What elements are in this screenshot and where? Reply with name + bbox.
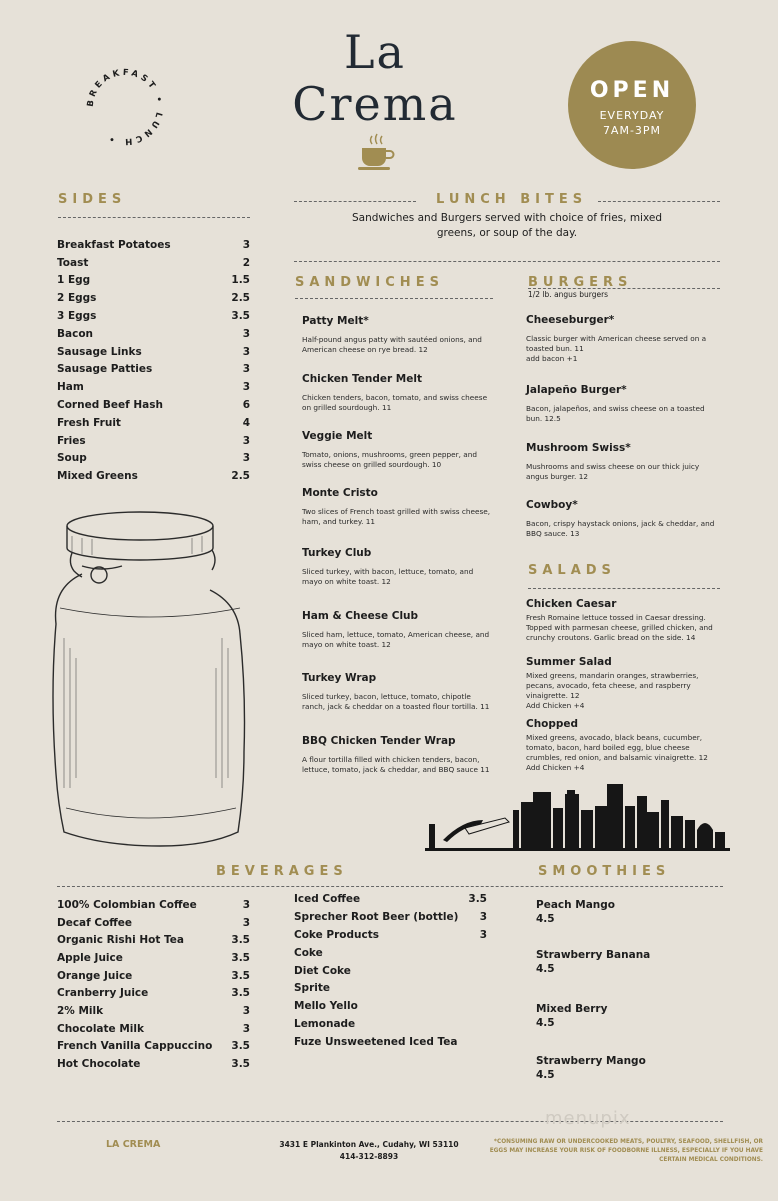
menu-row — [57, 914, 250, 932]
menu-item — [526, 314, 718, 364]
item-name: Sprecher Root Beer (bottle) — [294, 910, 459, 923]
watermark: menupix — [545, 1108, 631, 1129]
menu-item — [526, 656, 718, 711]
menu-row — [294, 962, 487, 980]
item-price: 3 — [242, 452, 250, 465]
item-name: Turkey Club — [302, 547, 372, 559]
item-name: Ham — [57, 381, 84, 394]
sandwiches-divider — [295, 298, 493, 299]
smoothie-item — [536, 1054, 716, 1082]
menu-row — [57, 414, 250, 432]
item-price: 3 — [242, 1004, 250, 1017]
coffee-cup-icon — [356, 132, 398, 172]
menu-row — [57, 967, 250, 985]
item-name: Decaf Coffee — [57, 916, 133, 929]
item-description: Bacon, jalapeños, and swiss cheese on a toasted bun. 12.5 — [526, 404, 705, 423]
item-price: 3 — [242, 381, 250, 394]
menu-row — [57, 1002, 250, 1020]
item-description: Tomato, onions, mushrooms, green pepper, and swiss cheese on grilled sourdough. 10 — [302, 450, 477, 469]
sides-divider — [58, 217, 250, 218]
salads-heading: SALADS — [528, 563, 616, 578]
item-name: Corned Beef Hash — [57, 399, 163, 412]
item-price: 3 — [242, 898, 250, 911]
item-name: Jalapeño Burger* — [526, 384, 627, 396]
sides-list — [57, 236, 250, 485]
footer-disclaimer: *CONSUMING RAW OR UNDERCOOKED MEATS, POULTRY, SEAFOOD, SHELLFISH, OR EGGS MAY INCREASE YOUR RISK OF FOODBORNE ILLNESS, ESPECIALLY IF YOU HAVE CERTAIN MEDICAL CONDITIONS. — [489, 1139, 763, 1163]
item-name: Chicken Caesar — [526, 598, 617, 610]
open-hours: 7AM-3PM — [602, 124, 662, 137]
menu-item — [302, 430, 492, 470]
menu-row — [57, 396, 250, 414]
item-name: Apple Juice — [57, 951, 123, 964]
lunch-divider-left — [294, 201, 416, 202]
item-description: Mixed greens, mandarin oranges, strawberries, pecans, avocado, feta cheese, and raspberry vinaigrette. 12 Add Chicken +4 — [526, 671, 699, 710]
item-description: Fresh Romaine lettuce tossed in Caesar dressing. Topped with parmesan cheese, grilled chicken, and crunchy croutons. Garlic bread on the side. 14 — [526, 613, 713, 642]
item-name: Lemonade — [294, 1018, 356, 1031]
item-name: Strawberry Mango — [536, 1055, 646, 1067]
item-description: A flour tortilla filled with chicken tenders, bacon, lettuce, tomato, jack & cheddar, and BBQ sauce 11 — [302, 755, 490, 774]
item-price: 3 — [479, 928, 487, 941]
item-name: Fries — [57, 434, 86, 447]
item-price: 4.5 — [536, 1017, 555, 1029]
item-name: Sausage Patties — [57, 363, 153, 376]
open-hours-badge — [568, 41, 696, 169]
beverages-divider — [57, 886, 723, 887]
item-price: 3.5 — [231, 987, 250, 1000]
item-name: Peach Mango — [536, 899, 615, 911]
menu-row — [57, 236, 250, 254]
lunch-divider-bottom — [294, 261, 720, 262]
menu-item — [302, 547, 492, 587]
footer-phone: 414-312-8893 — [339, 1152, 399, 1161]
item-price: 3.5 — [231, 1058, 250, 1071]
item-price: 3.5 — [231, 310, 250, 323]
item-name: 1 Egg — [57, 274, 91, 287]
lunch-divider-right — [598, 201, 720, 202]
lunch-subtitle: Sandwiches and Burgers served with choice of fries, mixed greens, or soup of the day. — [352, 212, 662, 239]
item-price: 3.5 — [231, 934, 250, 947]
item-name: Soup — [57, 452, 87, 465]
item-price: 2.5 — [231, 470, 250, 483]
item-name: 100% Colombian Coffee — [57, 898, 197, 911]
menu-row — [57, 289, 250, 307]
item-price: 3 — [242, 916, 250, 929]
item-price: 3 — [242, 345, 250, 358]
menu-row — [57, 272, 250, 290]
milk-jar-illustration — [52, 508, 252, 848]
item-price: 3.5 — [231, 969, 250, 982]
title-line-2: Crema — [292, 77, 458, 131]
menu-row — [294, 890, 487, 908]
item-name: Chopped — [526, 718, 579, 730]
menu-row — [57, 361, 250, 379]
item-price: 6 — [242, 399, 250, 412]
burgers-note: 1/2 lb. angus burgers — [528, 290, 609, 299]
item-name: Patty Melt* — [302, 315, 369, 327]
item-price: 3 — [242, 363, 250, 376]
item-name: Bacon — [57, 327, 94, 340]
item-name: Organic Rishi Hot Tea — [57, 934, 184, 947]
item-name: 2% Milk — [57, 1004, 104, 1017]
item-price: 3 — [242, 238, 250, 251]
item-name: Coke — [294, 946, 323, 959]
menu-row — [57, 1020, 250, 1038]
menu-row — [57, 343, 250, 361]
menu-row — [57, 984, 250, 1002]
menu-item — [526, 384, 718, 424]
open-days: EVERYDAY — [599, 109, 665, 122]
item-price: 2 — [242, 256, 250, 269]
salads-divider — [528, 588, 720, 589]
menu-item — [302, 487, 492, 527]
item-description: Sliced ham, lettuce, tomato, American cheese, and mayo on white toast. 12 — [302, 630, 490, 649]
item-description: Sliced turkey, with bacon, lettuce, tomato, and mayo on white toast. 12 — [302, 567, 474, 586]
menu-item — [526, 499, 718, 539]
menu-item — [526, 598, 718, 643]
svg-text:BREAKFAST • LUNCH • — [86, 68, 164, 146]
beverages-heading: BEVERAGES — [216, 864, 348, 879]
menu-row — [294, 997, 487, 1015]
open-title: OPEN — [589, 78, 675, 103]
menu-row — [294, 908, 487, 926]
item-price: 3 — [242, 327, 250, 340]
item-price: 1.5 — [231, 274, 250, 287]
item-description: Sliced turkey, bacon, lettuce, tomato, chipotle ranch, jack & cheddar on a toasted flour tortilla. 11 — [302, 692, 490, 711]
item-description: Two slices of French toast grilled with swiss cheese, ham, and turkey. 11 — [302, 507, 491, 526]
item-price: 3 — [242, 1022, 250, 1035]
menu-row — [57, 307, 250, 325]
footer-address-block — [272, 1139, 466, 1163]
menu-row — [57, 450, 250, 468]
menu-item — [302, 373, 492, 413]
item-name: Mello Yello — [294, 1000, 358, 1013]
menu-item — [526, 442, 718, 482]
menu-row — [57, 254, 250, 272]
menu-row — [57, 378, 250, 396]
menu-row — [294, 1015, 487, 1033]
menu-item — [302, 672, 492, 712]
item-name: 3 Eggs — [57, 310, 97, 323]
item-name: Mixed Berry — [536, 1003, 608, 1015]
item-name: 2 Eggs — [57, 292, 97, 305]
item-name: Summer Salad — [526, 656, 612, 668]
item-name: Chicken Tender Melt — [302, 373, 422, 385]
item-description: Bacon, crispy haystack onions, jack & cheddar, and BBQ sauce. 13 — [526, 519, 715, 538]
beverages-column-2 — [294, 890, 487, 1051]
menu-row — [57, 432, 250, 450]
item-name: Cranberry Juice — [57, 987, 149, 1000]
item-name: Ham & Cheese Club — [302, 610, 419, 622]
smoothies-heading: SMOOTHIES — [538, 864, 671, 879]
footer-address: 3431 E Plankinton Ave., Cudahy, WI 53110 — [279, 1140, 459, 1149]
sides-heading: SIDES — [58, 192, 127, 207]
menu-row — [294, 926, 487, 944]
item-name: Fresh Fruit — [57, 416, 121, 429]
menu-row — [57, 1055, 250, 1073]
item-description: Mixed greens, avocado, black beans, cucumber, tomato, bacon, hard boiled egg, blue cheese crumbles, red onion, and balsamic vinaigrette. 12 Add Chicken +4 — [526, 733, 708, 772]
menu-row — [57, 949, 250, 967]
item-price: 2.5 — [231, 292, 250, 305]
menu-row — [57, 931, 250, 949]
item-name: Breakfast Potatoes — [57, 238, 171, 251]
menu-item — [526, 718, 718, 773]
item-name: Veggie Melt — [302, 430, 373, 442]
item-name: Sausage Links — [57, 345, 142, 358]
item-name: Mushroom Swiss* — [526, 442, 631, 454]
burgers-heading: BURGERS — [528, 275, 633, 290]
menu-row — [57, 896, 250, 914]
city-skyline-illustration — [425, 780, 730, 852]
breakfast-lunch-circle-logo — [80, 62, 170, 152]
menu-item — [302, 735, 492, 775]
item-price: 3.5 — [231, 951, 250, 964]
beverages-column-1 — [57, 896, 250, 1073]
item-name: Chocolate Milk — [57, 1022, 144, 1035]
item-name: Sprite — [294, 982, 330, 995]
item-price: 3.5 — [231, 1040, 250, 1053]
item-name: Diet Coke — [294, 964, 351, 977]
item-name: BBQ Chicken Tender Wrap — [302, 735, 456, 747]
item-description: Mushrooms and swiss cheese on our thick juicy angus burger. 12 — [526, 462, 700, 481]
burgers-divider — [528, 288, 720, 289]
menu-item — [302, 610, 492, 650]
menu-row — [294, 979, 487, 997]
smoothie-item — [536, 898, 716, 926]
item-name: Fuze Unsweetened Iced Tea — [294, 1036, 458, 1049]
item-description: Half-pound angus patty with sautéed onions, and American cheese on rye bread. 12 — [302, 335, 482, 354]
item-price: 4.5 — [536, 963, 555, 975]
circle-text: BREAKFAST • LUNCH • — [85, 67, 165, 147]
item-name: Strawberry Banana — [536, 949, 651, 961]
item-name: Hot Chocolate — [57, 1058, 141, 1071]
item-name: French Vanilla Cappuccino — [57, 1040, 213, 1053]
item-price: 4.5 — [536, 1069, 555, 1081]
item-name: Cheeseburger* — [526, 314, 615, 326]
item-name: Orange Juice — [57, 969, 133, 982]
page-title — [240, 26, 510, 130]
item-name: Monte Cristo — [302, 487, 378, 499]
item-price: 4 — [242, 416, 250, 429]
footer-brand: LA CREMA — [106, 1139, 161, 1150]
item-name: Iced Coffee — [294, 892, 361, 905]
menu-row — [57, 467, 250, 485]
sandwiches-heading: SANDWICHES — [295, 275, 444, 290]
item-price: 3 — [242, 434, 250, 447]
item-price: 3 — [479, 910, 487, 923]
lunch-bites-heading: LUNCH BITES — [436, 192, 588, 207]
title-line-1: La — [344, 25, 406, 79]
menu-item — [302, 315, 492, 355]
item-name: Cowboy* — [526, 499, 578, 511]
menu-row — [294, 944, 487, 962]
item-name: Turkey Wrap — [302, 672, 377, 684]
item-description: Classic burger with American cheese served on a toasted bun. 11 add bacon +1 — [526, 334, 707, 363]
item-name: Toast — [57, 256, 89, 269]
smoothie-item — [536, 948, 716, 976]
item-price: 4.5 — [536, 913, 555, 925]
menu-row — [57, 325, 250, 343]
item-name: Coke Products — [294, 928, 379, 941]
item-name: Mixed Greens — [57, 470, 138, 483]
item-description: Chicken tenders, bacon, tomato, and swiss cheese on grilled sourdough. 11 — [302, 393, 488, 412]
smoothie-item — [536, 1002, 716, 1030]
item-price: 3.5 — [468, 892, 487, 905]
menu-row — [57, 1038, 250, 1056]
menu-row — [294, 1033, 487, 1051]
